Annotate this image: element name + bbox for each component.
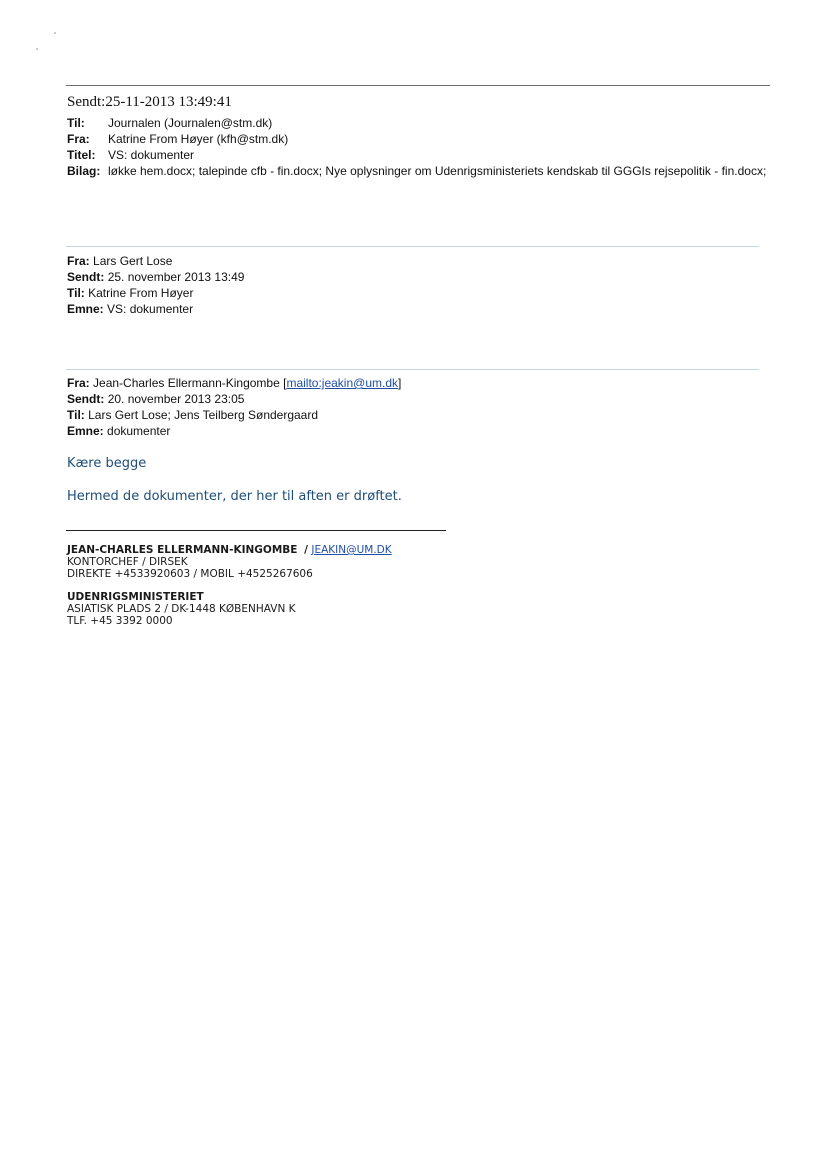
forward1-divider: [66, 246, 759, 247]
record-attachments-label: Bilag:: [67, 164, 101, 178]
forward2-sent: 20. november 2013 23:05: [107, 392, 245, 406]
message-body: Hermed de dokumenter, der her til aften er drøftet.: [67, 489, 402, 504]
scan-speck: [54, 32, 56, 34]
signature-email-link[interactable]: JEAKIN@UM.DK: [311, 544, 392, 556]
record-title-row: [67, 147, 767, 163]
record-from-row: [67, 131, 767, 147]
signature-phones: DIREKTE +4533920603 / MOBIL +4525267606: [67, 568, 313, 580]
forward2-to: Lars Gert Lose; Jens Teilberg Søndergaard: [88, 408, 319, 422]
forward1-subject-label: Emne:: [67, 302, 104, 316]
forward2-subject-label: Emne:: [67, 424, 104, 438]
forward2-from-mailto-link[interactable]: mailto:jeakin@um.dk: [286, 376, 399, 390]
signature-separator: /: [304, 544, 308, 556]
forward1-to-label: Til:: [67, 286, 85, 300]
forward1-header: [67, 253, 244, 317]
signature-block: [67, 544, 392, 580]
signature-divider: [66, 530, 446, 531]
signature-name: JEAN-CHARLES ELLERMANN-KINGOMBE: [67, 544, 298, 556]
forward1-to: Katrine From Høyer: [88, 286, 194, 300]
signature-title: KONTORCHEF / DIRSEK: [67, 556, 188, 568]
record-title-value: VS: dokumenter: [108, 148, 195, 162]
record-attachments-row: [67, 163, 767, 179]
forward2-subject: dokumenter: [107, 424, 171, 438]
top-divider: [66, 85, 770, 86]
record-from-label: Fra:: [67, 132, 90, 146]
signature-address: ASIATISK PLADS 2 / DK-1448 KØBENHAVN K: [67, 603, 296, 615]
record-title-label: Titel:: [67, 148, 96, 162]
record-to-row: [67, 115, 767, 131]
forward1-sent-label: Sendt:: [67, 270, 105, 284]
scan-speck: [36, 48, 38, 50]
signature-tel: TLF. +45 3392 0000: [67, 615, 173, 627]
forward2-to-label: Til:: [67, 408, 85, 422]
forward1-from: Lars Gert Lose: [93, 254, 173, 268]
forward1-subject: VS: dokumenter: [107, 302, 194, 316]
record-sent-timestamp: Sendt:25-11-2013 13:49:41: [67, 94, 232, 110]
forward2-from-label: Fra:: [67, 376, 90, 390]
forward2-from: Jean-Charles Ellermann-Kingombe: [93, 376, 280, 390]
signature-org: UDENRIGSMINISTERIET: [67, 591, 204, 603]
forward2-sent-label: Sendt:: [67, 392, 105, 406]
record-to-value: Journalen (Journalen@stm.dk): [108, 116, 273, 130]
record-from-value: Katrine From Høyer (kfh@stm.dk): [108, 132, 289, 146]
forward2-divider: [66, 369, 759, 370]
record-to-label: Til:: [67, 116, 85, 130]
forward2-header: Fra: Jean-Charles Ellermann-Kingombe [mailto:jeakin@um.dk] Sendt: 20. november 2013 23:05 Til: Lars Gert Lose; Jens Teilberg Søndergaard Emne: dokumenter: [67, 376, 402, 438]
forward1-sent: 25. november 2013 13:49: [107, 270, 245, 284]
record-attachments-value: løkke hem.docx; talepinde cfb - fin.docx; Nye oplysninger om Udenrigsministeriets kendskab til GGGIs rejsepolitik - fin.docx;: [108, 164, 767, 178]
forward1-from-label: Fra:: [67, 254, 90, 268]
signature-org-block: [67, 591, 296, 627]
message-greeting: Kære begge: [67, 456, 147, 471]
record-header: [67, 115, 767, 179]
